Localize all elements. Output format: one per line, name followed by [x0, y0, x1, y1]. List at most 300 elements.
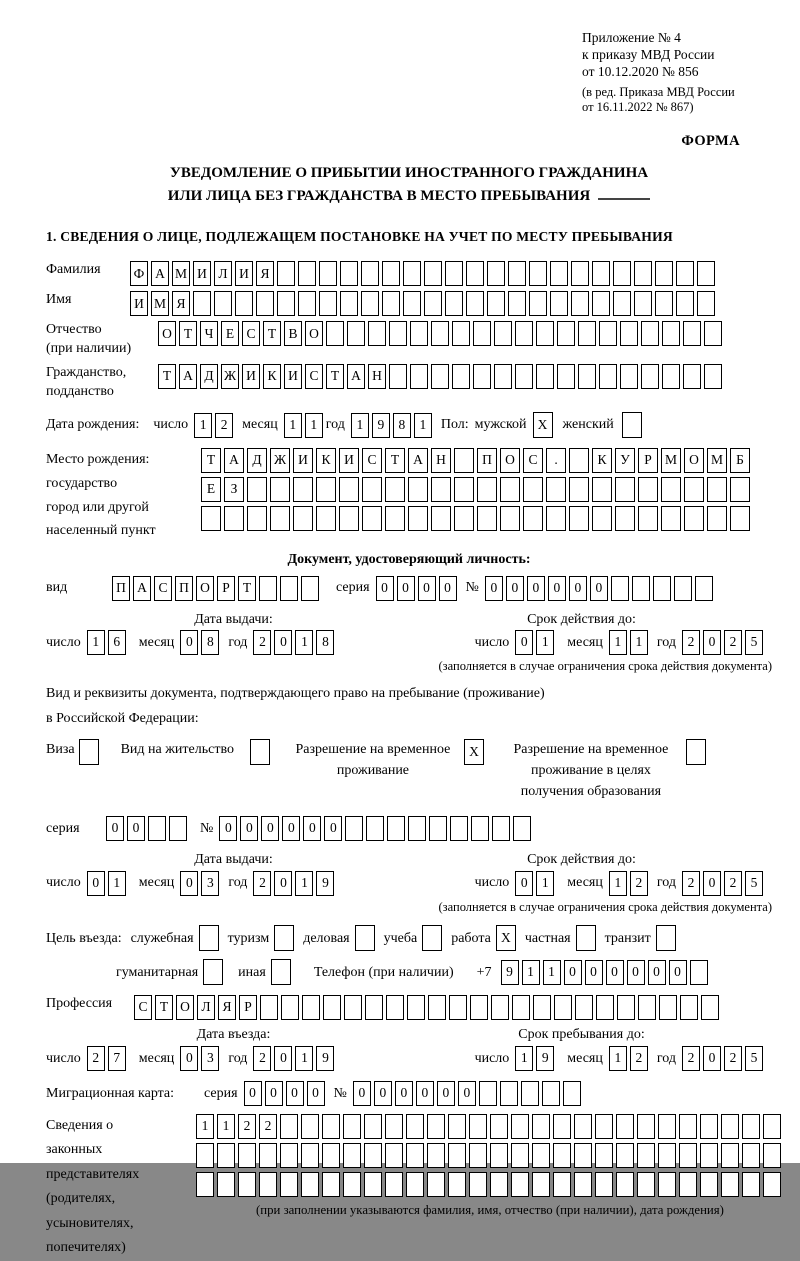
char-cell[interactable]: 0: [527, 576, 545, 601]
char-cell[interactable]: 7: [108, 1046, 126, 1071]
char-cell[interactable]: Ч: [200, 321, 218, 346]
char-cell[interactable]: [389, 364, 407, 389]
char-cell[interactable]: [613, 291, 631, 316]
char-cell[interactable]: [364, 1143, 382, 1168]
char-cell[interactable]: 1: [515, 1046, 533, 1071]
char-cell[interactable]: [238, 1143, 256, 1168]
char-cell[interactable]: [679, 1143, 697, 1168]
char-cell[interactable]: Е: [221, 321, 239, 346]
char-cell[interactable]: Т: [155, 995, 173, 1020]
char-cell[interactable]: [571, 291, 589, 316]
char-cell[interactable]: [362, 506, 382, 531]
char-cell[interactable]: Ж: [270, 448, 290, 473]
char-cell[interactable]: [542, 1081, 560, 1106]
char-cell[interactable]: А: [151, 261, 169, 286]
char-cell[interactable]: [445, 261, 463, 286]
char-cell[interactable]: 0: [506, 576, 524, 601]
char-cell[interactable]: [407, 995, 425, 1020]
char-cell[interactable]: [592, 291, 610, 316]
char-cell[interactable]: [270, 477, 290, 502]
char-cell[interactable]: И: [242, 364, 260, 389]
opt-work-checkbox[interactable]: X: [496, 925, 516, 951]
char-cell[interactable]: М: [151, 291, 169, 316]
char-cell[interactable]: [521, 1081, 539, 1106]
char-cell[interactable]: [511, 1172, 529, 1197]
char-cell[interactable]: [270, 506, 290, 531]
char-cell[interactable]: [742, 1172, 760, 1197]
char-cell[interactable]: [616, 1172, 634, 1197]
opt-tourism-checkbox[interactable]: [274, 925, 294, 951]
char-cell[interactable]: Н: [431, 448, 451, 473]
char-cell[interactable]: [277, 261, 295, 286]
char-cell[interactable]: 1: [609, 630, 627, 655]
char-cell[interactable]: [634, 291, 652, 316]
char-cell[interactable]: [473, 321, 491, 346]
char-cell[interactable]: [424, 261, 442, 286]
char-cell[interactable]: [477, 506, 497, 531]
char-cell[interactable]: 9: [316, 1046, 334, 1071]
char-cell[interactable]: [613, 261, 631, 286]
char-cell[interactable]: [763, 1143, 781, 1168]
char-cell[interactable]: Ф: [130, 261, 148, 286]
temp-permit-checkbox[interactable]: X: [464, 739, 484, 765]
char-cell[interactable]: 2: [253, 871, 271, 896]
char-cell[interactable]: [563, 1081, 581, 1106]
char-cell[interactable]: [569, 477, 589, 502]
char-cell[interactable]: [684, 477, 704, 502]
char-cell[interactable]: 0: [353, 1081, 371, 1106]
char-cell[interactable]: 0: [180, 871, 198, 896]
char-cell[interactable]: [196, 1172, 214, 1197]
char-cell[interactable]: [259, 1143, 277, 1168]
char-cell[interactable]: [569, 506, 589, 531]
char-cell[interactable]: [707, 506, 727, 531]
char-cell[interactable]: 2: [630, 871, 648, 896]
char-cell[interactable]: [214, 291, 232, 316]
char-cell[interactable]: 8: [201, 630, 219, 655]
char-cell[interactable]: [490, 1114, 508, 1139]
char-cell[interactable]: 0: [439, 576, 457, 601]
char-cell[interactable]: [553, 1143, 571, 1168]
char-cell[interactable]: [301, 576, 319, 601]
char-cell[interactable]: [620, 321, 638, 346]
char-cell[interactable]: [323, 995, 341, 1020]
char-cell[interactable]: Т: [385, 448, 405, 473]
char-cell[interactable]: И: [193, 261, 211, 286]
char-cell[interactable]: 0: [303, 816, 321, 841]
char-cell[interactable]: А: [224, 448, 244, 473]
char-cell[interactable]: И: [339, 448, 359, 473]
char-cell[interactable]: 0: [569, 576, 587, 601]
char-cell[interactable]: Л: [197, 995, 215, 1020]
char-cell[interactable]: [662, 364, 680, 389]
char-cell[interactable]: [637, 1114, 655, 1139]
char-cell[interactable]: С: [523, 448, 543, 473]
char-cell[interactable]: [169, 816, 187, 841]
char-cell[interactable]: [697, 261, 715, 286]
char-cell[interactable]: [247, 506, 267, 531]
char-cell[interactable]: [704, 321, 722, 346]
char-cell[interactable]: [339, 477, 359, 502]
char-cell[interactable]: [344, 995, 362, 1020]
char-cell[interactable]: [638, 477, 658, 502]
char-cell[interactable]: 9: [501, 960, 519, 985]
char-cell[interactable]: 1: [295, 871, 313, 896]
char-cell[interactable]: 0: [274, 630, 292, 655]
char-cell[interactable]: [536, 321, 554, 346]
char-cell[interactable]: [319, 291, 337, 316]
char-cell[interactable]: [406, 1172, 424, 1197]
char-cell[interactable]: 2: [724, 630, 742, 655]
char-cell[interactable]: [470, 995, 488, 1020]
char-cell[interactable]: [361, 261, 379, 286]
char-cell[interactable]: 5: [745, 630, 763, 655]
char-cell[interactable]: [513, 816, 531, 841]
char-cell[interactable]: 0: [548, 576, 566, 601]
char-cell[interactable]: 6: [108, 630, 126, 655]
char-cell[interactable]: [592, 477, 612, 502]
char-cell[interactable]: [428, 995, 446, 1020]
char-cell[interactable]: О: [684, 448, 704, 473]
char-cell[interactable]: 1: [351, 413, 369, 438]
char-cell[interactable]: 1: [108, 871, 126, 896]
char-cell[interactable]: [546, 477, 566, 502]
char-cell[interactable]: Я: [172, 291, 190, 316]
char-cell[interactable]: [260, 995, 278, 1020]
char-cell[interactable]: [550, 291, 568, 316]
char-cell[interactable]: [653, 576, 671, 601]
char-cell[interactable]: [615, 477, 635, 502]
char-cell[interactable]: 0: [418, 576, 436, 601]
char-cell[interactable]: [550, 261, 568, 286]
char-cell[interactable]: Ж: [221, 364, 239, 389]
char-cell[interactable]: [448, 1172, 466, 1197]
char-cell[interactable]: [431, 506, 451, 531]
char-cell[interactable]: [730, 506, 750, 531]
char-cell[interactable]: Т: [263, 321, 281, 346]
char-cell[interactable]: 5: [745, 1046, 763, 1071]
char-cell[interactable]: [452, 321, 470, 346]
char-cell[interactable]: [301, 1114, 319, 1139]
char-cell[interactable]: Т: [238, 576, 256, 601]
char-cell[interactable]: [382, 291, 400, 316]
char-cell[interactable]: 1: [295, 630, 313, 655]
char-cell[interactable]: 0: [515, 630, 533, 655]
opt-study-checkbox[interactable]: [422, 925, 442, 951]
char-cell[interactable]: [280, 1143, 298, 1168]
female-checkbox[interactable]: [622, 412, 642, 438]
char-cell[interactable]: [256, 291, 274, 316]
char-cell[interactable]: 0: [669, 960, 687, 985]
char-cell[interactable]: [742, 1114, 760, 1139]
char-cell[interactable]: [431, 364, 449, 389]
char-cell[interactable]: [680, 995, 698, 1020]
char-cell[interactable]: [322, 1172, 340, 1197]
char-cell[interactable]: [454, 477, 474, 502]
char-cell[interactable]: 0: [458, 1081, 476, 1106]
char-cell[interactable]: 0: [324, 816, 342, 841]
char-cell[interactable]: [479, 1081, 497, 1106]
char-cell[interactable]: 0: [180, 630, 198, 655]
char-cell[interactable]: [345, 816, 363, 841]
char-cell[interactable]: [293, 477, 313, 502]
char-cell[interactable]: [385, 1172, 403, 1197]
char-cell[interactable]: 1: [536, 630, 554, 655]
char-cell[interactable]: [382, 261, 400, 286]
char-cell[interactable]: 0: [397, 576, 415, 601]
char-cell[interactable]: [469, 1143, 487, 1168]
char-cell[interactable]: 0: [585, 960, 603, 985]
char-cell[interactable]: [343, 1172, 361, 1197]
char-cell[interactable]: С: [305, 364, 323, 389]
char-cell[interactable]: 0: [590, 576, 608, 601]
char-cell[interactable]: [301, 1172, 319, 1197]
char-cell[interactable]: 1: [284, 413, 302, 438]
char-cell[interactable]: [721, 1143, 739, 1168]
char-cell[interactable]: [454, 506, 474, 531]
char-cell[interactable]: 0: [703, 630, 721, 655]
char-cell[interactable]: [674, 576, 692, 601]
char-cell[interactable]: 2: [724, 1046, 742, 1071]
char-cell[interactable]: 0: [606, 960, 624, 985]
char-cell[interactable]: 0: [87, 871, 105, 896]
char-cell[interactable]: 0: [395, 1081, 413, 1106]
char-cell[interactable]: [366, 816, 384, 841]
char-cell[interactable]: А: [347, 364, 365, 389]
char-cell[interactable]: [515, 364, 533, 389]
char-cell[interactable]: [454, 448, 474, 473]
char-cell[interactable]: О: [196, 576, 214, 601]
char-cell[interactable]: [217, 1172, 235, 1197]
char-cell[interactable]: [277, 291, 295, 316]
char-cell[interactable]: [406, 1143, 424, 1168]
char-cell[interactable]: [445, 291, 463, 316]
char-cell[interactable]: 5: [745, 871, 763, 896]
char-cell[interactable]: 8: [316, 630, 334, 655]
char-cell[interactable]: [494, 364, 512, 389]
char-cell[interactable]: П: [112, 576, 130, 601]
char-cell[interactable]: [569, 448, 589, 473]
char-cell[interactable]: И: [284, 364, 302, 389]
char-cell[interactable]: 2: [724, 871, 742, 896]
char-cell[interactable]: [632, 576, 650, 601]
char-cell[interactable]: [574, 1172, 592, 1197]
char-cell[interactable]: 0: [437, 1081, 455, 1106]
char-cell[interactable]: [599, 364, 617, 389]
char-cell[interactable]: К: [592, 448, 612, 473]
char-cell[interactable]: [532, 1114, 550, 1139]
char-cell[interactable]: П: [175, 576, 193, 601]
male-checkbox[interactable]: X: [533, 412, 553, 438]
char-cell[interactable]: [281, 995, 299, 1020]
char-cell[interactable]: Т: [326, 364, 344, 389]
char-cell[interactable]: [302, 995, 320, 1020]
char-cell[interactable]: [508, 291, 526, 316]
char-cell[interactable]: [676, 261, 694, 286]
char-cell[interactable]: [238, 1172, 256, 1197]
char-cell[interactable]: Т: [179, 321, 197, 346]
char-cell[interactable]: М: [707, 448, 727, 473]
char-cell[interactable]: С: [362, 448, 382, 473]
char-cell[interactable]: [339, 506, 359, 531]
char-cell[interactable]: [487, 291, 505, 316]
char-cell[interactable]: [638, 506, 658, 531]
char-cell[interactable]: 1: [295, 1046, 313, 1071]
char-cell[interactable]: [364, 1114, 382, 1139]
char-cell[interactable]: 0: [219, 816, 237, 841]
char-cell[interactable]: [595, 1143, 613, 1168]
char-cell[interactable]: [529, 261, 547, 286]
char-cell[interactable]: [259, 576, 277, 601]
char-cell[interactable]: 1: [194, 413, 212, 438]
char-cell[interactable]: [658, 1172, 676, 1197]
char-cell[interactable]: [574, 1114, 592, 1139]
char-cell[interactable]: [466, 291, 484, 316]
char-cell[interactable]: Д: [247, 448, 267, 473]
char-cell[interactable]: [473, 364, 491, 389]
char-cell[interactable]: 0: [564, 960, 582, 985]
char-cell[interactable]: [316, 506, 336, 531]
char-cell[interactable]: 1: [414, 413, 432, 438]
char-cell[interactable]: 0: [244, 1081, 262, 1106]
char-cell[interactable]: [280, 1172, 298, 1197]
char-cell[interactable]: 0: [374, 1081, 392, 1106]
opt-official-checkbox[interactable]: [199, 925, 219, 951]
char-cell[interactable]: О: [305, 321, 323, 346]
char-cell[interactable]: [523, 506, 543, 531]
char-cell[interactable]: [340, 291, 358, 316]
char-cell[interactable]: [452, 364, 470, 389]
char-cell[interactable]: .: [546, 448, 566, 473]
char-cell[interactable]: [469, 1172, 487, 1197]
char-cell[interactable]: 2: [682, 871, 700, 896]
char-cell[interactable]: К: [316, 448, 336, 473]
char-cell[interactable]: А: [133, 576, 151, 601]
char-cell[interactable]: 0: [627, 960, 645, 985]
char-cell[interactable]: 8: [393, 413, 411, 438]
char-cell[interactable]: [592, 261, 610, 286]
char-cell[interactable]: [578, 321, 596, 346]
char-cell[interactable]: [511, 1114, 529, 1139]
char-cell[interactable]: 0: [648, 960, 666, 985]
char-cell[interactable]: 0: [485, 576, 503, 601]
char-cell[interactable]: 2: [215, 413, 233, 438]
char-cell[interactable]: С: [242, 321, 260, 346]
char-cell[interactable]: [700, 1114, 718, 1139]
char-cell[interactable]: 0: [703, 871, 721, 896]
char-cell[interactable]: [661, 506, 681, 531]
char-cell[interactable]: [595, 1172, 613, 1197]
char-cell[interactable]: [658, 1143, 676, 1168]
char-cell[interactable]: Н: [368, 364, 386, 389]
char-cell[interactable]: 2: [238, 1114, 256, 1139]
char-cell[interactable]: [408, 477, 428, 502]
char-cell[interactable]: [500, 1081, 518, 1106]
char-cell[interactable]: 0: [307, 1081, 325, 1106]
char-cell[interactable]: [641, 364, 659, 389]
char-cell[interactable]: [469, 1114, 487, 1139]
char-cell[interactable]: [700, 1143, 718, 1168]
char-cell[interactable]: [511, 1143, 529, 1168]
char-cell[interactable]: [592, 506, 612, 531]
char-cell[interactable]: 2: [630, 1046, 648, 1071]
char-cell[interactable]: [364, 1172, 382, 1197]
char-cell[interactable]: [385, 1114, 403, 1139]
opt-transit-checkbox[interactable]: [656, 925, 676, 951]
char-cell[interactable]: [701, 995, 719, 1020]
char-cell[interactable]: Т: [158, 364, 176, 389]
char-cell[interactable]: З: [224, 477, 244, 502]
char-cell[interactable]: 2: [259, 1114, 277, 1139]
char-cell[interactable]: [599, 321, 617, 346]
char-cell[interactable]: [322, 1143, 340, 1168]
char-cell[interactable]: 0: [416, 1081, 434, 1106]
char-cell[interactable]: [410, 321, 428, 346]
char-cell[interactable]: 1: [536, 871, 554, 896]
char-cell[interactable]: 1: [630, 630, 648, 655]
char-cell[interactable]: [546, 506, 566, 531]
char-cell[interactable]: О: [176, 995, 194, 1020]
char-cell[interactable]: [466, 261, 484, 286]
char-cell[interactable]: [596, 995, 614, 1020]
char-cell[interactable]: [448, 1114, 466, 1139]
char-cell[interactable]: 1: [87, 630, 105, 655]
char-cell[interactable]: [684, 506, 704, 531]
char-cell[interactable]: [529, 291, 547, 316]
char-cell[interactable]: [553, 1114, 571, 1139]
char-cell[interactable]: 2: [87, 1046, 105, 1071]
char-cell[interactable]: Я: [218, 995, 236, 1020]
char-cell[interactable]: [655, 291, 673, 316]
char-cell[interactable]: [655, 261, 673, 286]
char-cell[interactable]: Я: [256, 261, 274, 286]
char-cell[interactable]: [616, 1114, 634, 1139]
char-cell[interactable]: [217, 1143, 235, 1168]
char-cell[interactable]: [361, 291, 379, 316]
char-cell[interactable]: 2: [253, 1046, 271, 1071]
char-cell[interactable]: [662, 321, 680, 346]
char-cell[interactable]: [637, 1143, 655, 1168]
char-cell[interactable]: [763, 1172, 781, 1197]
char-cell[interactable]: 0: [106, 816, 124, 841]
char-cell[interactable]: 0: [274, 1046, 292, 1071]
char-cell[interactable]: [326, 321, 344, 346]
char-cell[interactable]: [491, 995, 509, 1020]
visa-checkbox[interactable]: [79, 739, 99, 765]
char-cell[interactable]: [532, 1172, 550, 1197]
char-cell[interactable]: [408, 506, 428, 531]
char-cell[interactable]: [641, 321, 659, 346]
char-cell[interactable]: [490, 1172, 508, 1197]
char-cell[interactable]: 0: [265, 1081, 283, 1106]
char-cell[interactable]: [494, 321, 512, 346]
char-cell[interactable]: [386, 995, 404, 1020]
char-cell[interactable]: [721, 1172, 739, 1197]
char-cell[interactable]: [730, 477, 750, 502]
char-cell[interactable]: [431, 321, 449, 346]
char-cell[interactable]: 9: [316, 871, 334, 896]
char-cell[interactable]: [500, 506, 520, 531]
char-cell[interactable]: И: [235, 261, 253, 286]
char-cell[interactable]: С: [154, 576, 172, 601]
char-cell[interactable]: [340, 261, 358, 286]
char-cell[interactable]: А: [408, 448, 428, 473]
char-cell[interactable]: [193, 291, 211, 316]
char-cell[interactable]: Б: [730, 448, 750, 473]
opt-other-checkbox[interactable]: [271, 959, 291, 985]
char-cell[interactable]: [617, 995, 635, 1020]
char-cell[interactable]: [616, 1143, 634, 1168]
